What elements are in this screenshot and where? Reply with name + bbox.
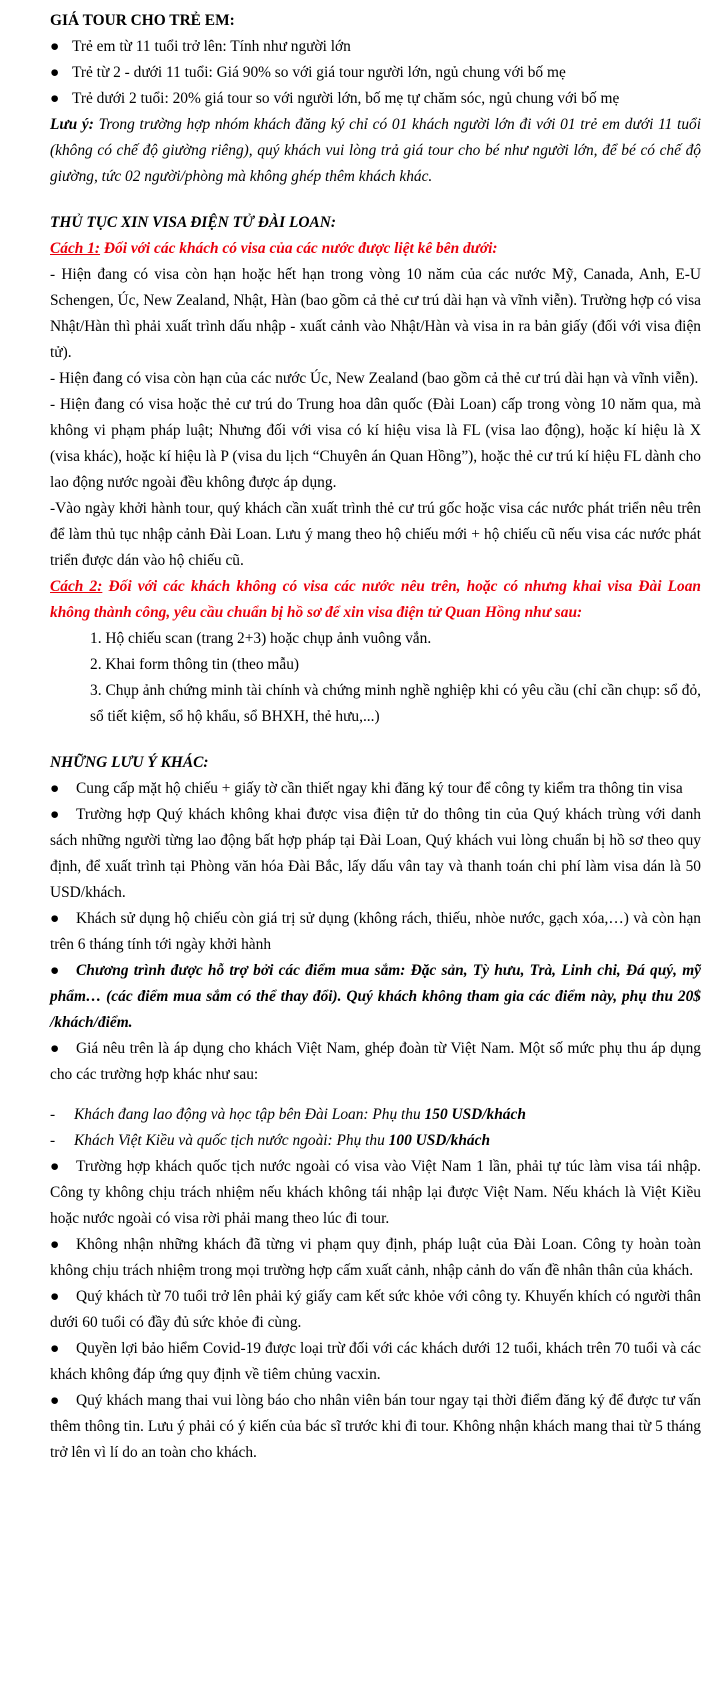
bullet-icon: ● <box>50 1288 60 1305</box>
list-item: ● Khách sử dụng hộ chiếu còn giá trị sử dụng (không rách, thiếu, nhòe nước, gạch xóa,…) và còn hạn trên 6 tháng tính tới ngày khởi hành <box>50 906 701 958</box>
bullet-icon: ● <box>50 806 60 823</box>
bullet-icon: ● <box>50 1158 60 1175</box>
list-item: ● Chương trình được hỗ trợ bởi các điểm mua sắm: Đặc sản, Tỳ hưu, Trà, Linh chi, Đá quý, mỹ phẩm… (các điểm mua sắm có thể thay đổi). Quý khách không tham gia các điểm này, phụ thu 20$ /khách/điểm. <box>50 958 701 1036</box>
visa-paragraph: - Hiện đang có visa còn hạn hoặc hết hạn trong vòng 10 năm của các nước Mỹ, Canada, Anh, E-U Schengen, Úc, New Zealand, Nhật, Hàn (bao gồm cả thẻ cư trú dài hạn và vĩnh viễn). Trường hợp có visa Nhật/Hàn thì phải xuất trình dấu nhập - xuất cảnh vào Nhật/Hàn và visa in ra bản giấy (đối với visa điện tử). <box>50 266 701 361</box>
surcharge-item: - Khách đang lao động và học tập bên Đài Loan: Phụ thu 150 USD/khách <box>50 1102 701 1128</box>
list-item: ● Quyền lợi bảo hiểm Covid-19 được loại trừ đối với các khách dưới 12 tuổi, khách trên 70 tuổi và các khách không đáp ứng quy định về tiêm chủng vacxin. <box>50 1336 701 1388</box>
dash-icon: - <box>50 1132 56 1149</box>
list-item: ● Quý khách mang thai vui lòng báo cho nhân viên bán tour ngay tại thời điểm đăng ký để được tư vấn thêm thông tin. Lưu ý phải có ý kiến của bác sĩ trước khi đi tour. Không nhận khách mang thai từ 5 tháng trở lên vì lí do an toàn cho khách. <box>50 1388 701 1466</box>
visa-paragraph: - Hiện đang có visa còn hạn của các nước Úc, New Zealand (bao gồm cả thẻ cư trú dài hạn và vĩnh viễn). <box>50 370 699 387</box>
bullet-icon: ● <box>50 38 60 55</box>
bullet-icon: ● <box>50 962 60 979</box>
list-item: ● Giá nêu trên là áp dụng cho khách Việt Nam, ghép đoàn từ Việt Nam. Một số mức phụ thu áp dụng cho các trường hợp khác như sau: <box>50 1036 701 1088</box>
surcharge-item: - Khách Việt Kiều và quốc tịch nước ngoài: Phụ thu 100 USD/khách <box>50 1128 701 1154</box>
visa-title: THỦ TỤC XIN VISA ĐIỆN TỬ ĐÀI LOAN: <box>50 214 337 231</box>
list-item: ● Trẻ từ 2 - dưới 11 tuổi: Giá 90% so với giá tour người lớn, ngủ chung với bố mẹ <box>50 60 701 86</box>
visa-paragraph: -Vào ngày khởi hành tour, quý khách cần xuất trình thẻ cư trú gốc hoặc visa các nước phát triển nêu trên để làm thủ tục nhập cảnh Đài Loan. Lưu ý mang theo hộ chiếu mới + hộ chiếu cũ nếu visa các nước phát triển được dán vào hộ chiếu cũ. <box>50 500 701 569</box>
list-item: ● Không nhận những khách đã từng vi phạm quy định, pháp luật của Đài Loan. Công ty hoàn toàn không chịu trách nhiệm trong mọi trường hợp cấm xuất cảnh, nhập cảnh do vấn đề nhân thân của khách. <box>50 1232 701 1284</box>
other-notes-title: NHỮNG LƯU Ý KHÁC: <box>50 754 209 771</box>
bullet-icon: ● <box>50 910 60 927</box>
list-item: ● Quý khách từ 70 tuổi trở lên phải ký giấy cam kết sức khỏe với công ty. Khuyến khích có người thân dưới 60 tuổi có đầy đủ sức khỏe đi cùng. <box>50 1284 701 1336</box>
dash-icon: - <box>50 1106 56 1123</box>
visa-step: 1. Hộ chiếu scan (trang 2+3) hoặc chụp ảnh vuông vắn. <box>90 630 432 647</box>
bullet-icon: ● <box>50 90 60 107</box>
bullet-icon: ● <box>50 1340 60 1357</box>
bullet-icon: ● <box>50 64 60 81</box>
list-item: ● Trường hợp khách quốc tịch nước ngoài có visa vào Việt Nam 1 lần, phải tự túc làm visa tái nhập. Công ty không chịu trách nhiệm nếu khách không tái nhập lại được Việt Nam. Nếu khách là Việt Kiều hoặc nước ngoài có visa rời phải mang theo lúc đi tour. <box>50 1154 701 1232</box>
visa-way1-heading: Cách 1: Đối với các khách có visa của các nước được liệt kê bên dưới: <box>50 240 498 257</box>
list-item: ● Trẻ em từ 11 tuổi trở lên: Tính như người lớn <box>50 34 701 60</box>
bullet-icon: ● <box>50 1040 60 1057</box>
visa-step: 2. Khai form thông tin (theo mẫu) <box>90 656 300 673</box>
visa-way2-heading: Cách 2: Đối với các khách không có visa các nước nêu trên, hoặc có nhưng khai visa Đài Loan không thành công, yêu cầu chuẩn bị hồ sơ để xin visa điện tử Quan Hồng như sau: <box>50 578 701 621</box>
visa-paragraph: - Hiện đang có visa hoặc thẻ cư trú do Trung hoa dân quốc (Đài Loan) cấp trong vòng 10 năm qua, mà không vi phạm pháp luật; Nhưng đối với visa có kí hiệu visa là FL (visa lao động), hoặc kí hiệu là X (visa khác), hoặc kí hiệu là P (visa du lịch “Chuyên án Quan Hồng”), hoặc thẻ cư trú kí hiệu FL dành cho lao động nước ngoài đều không được áp dụng. <box>50 396 701 491</box>
bullet-icon: ● <box>50 780 60 797</box>
visa-step: 3. Chụp ảnh chứng minh tài chính và chứng minh nghề nghiệp khi có yêu cầu (chỉ cần chụp: sổ đỏ, sổ tiết kiệm, sổ hộ khẩu, sổ BHXH, thẻ hưu,...) <box>90 682 701 725</box>
bullet-icon: ● <box>50 1236 60 1253</box>
list-item: ● Trẻ dưới 2 tuổi: 20% giá tour so với người lớn, bố mẹ tự chăm sóc, ngủ chung với bố mẹ <box>50 86 701 112</box>
list-item: ● Trường hợp Quý khách không khai được visa điện tử do thông tin của Quý khách trùng với danh sách những người từng lao động bất hợp pháp tại Đài Loan, Quý khách vui lòng chuẩn bị hồ sơ theo quy định, để xuất trình tại Phòng văn hóa Đài Bắc, lấy dấu vân tay và thanh toán chi phí làm visa dán là 50 USD/khách. <box>50 802 701 906</box>
child-price-note: Lưu ý: Trong trường hợp nhóm khách đăng ký chỉ có 01 khách người lớn đi với 01 trẻ em dưới 11 tuổi (không có chế độ giường riêng), quý khách vui lòng trả giá tour cho bé như người lớn, để bé có chế độ giường, tức 02 người/phòng mà không ghép thêm khách khác. <box>50 116 701 185</box>
bullet-icon: ● <box>50 1392 60 1409</box>
list-item: ● Cung cấp mặt hộ chiếu + giấy tờ cần thiết ngay khi đăng ký tour để công ty kiểm tra thông tin visa <box>50 776 701 802</box>
child-price-title: GIÁ TOUR CHO TRẺ EM: <box>50 12 235 29</box>
